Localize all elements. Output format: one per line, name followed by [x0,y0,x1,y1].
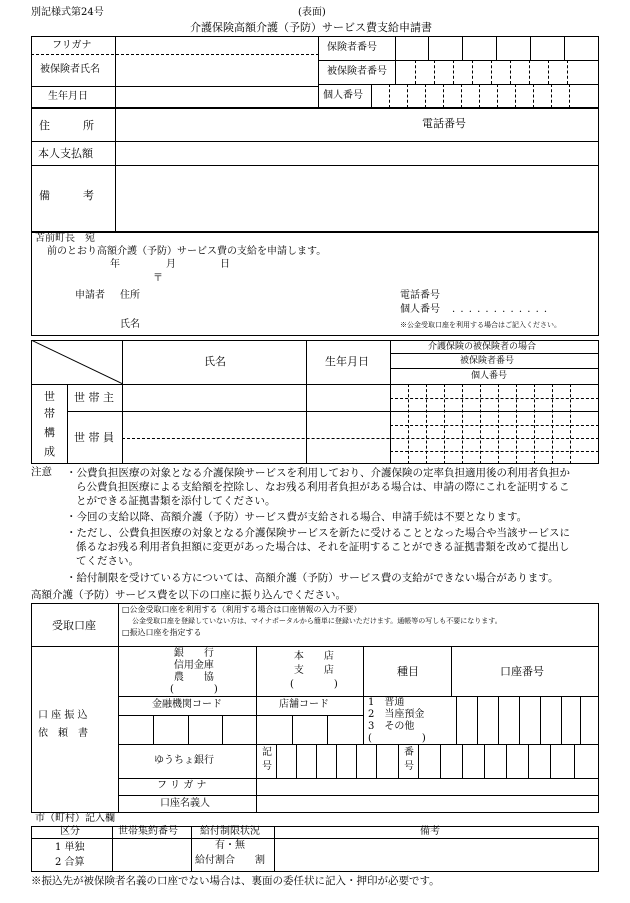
category-single: 1 単独 [55,842,85,853]
holder-furigana-label: フ リ ガ ナ [157,780,207,791]
self-payment-field[interactable] [116,142,598,164]
personal-number-dots: . . . . . . . . . . . . [452,304,549,315]
yucho-bank-label: ゆうちょ銀行 [154,755,214,766]
household-member-label: 世 帯 員 [74,431,114,444]
date-year: 年 [110,259,120,270]
note-item-3: ・ただし、公費負担医療の対象となる介護保険サービスを新たに受けることとなった場合や当該サービスに 係るなお残る利用者負担額に変更があった場合は、それを証明することができる証拠書類を改めて提出し てください。 [66,527,570,567]
date-day: 日 [220,259,230,270]
municipal-table [31,826,599,872]
remarks-label: 備 考 [39,189,94,202]
bango-label-2: 号 [404,761,414,772]
phone-label: 電話番号 [422,117,466,130]
account-holder-field[interactable] [257,796,598,812]
bank-code-label: 金融機関コード [152,699,222,710]
household-insured-number-header: 被保険者番号 [460,356,515,366]
insured-info-box [31,36,599,108]
account-holder-label: 口座名義人 [160,798,210,809]
footer-note: ※振込先が被保険者名義の口座でない場合は、裏面の委任状に記入・押印が必要です。 [31,875,440,887]
benefit-ratio: 給付割合 割 [195,855,265,866]
application-statement: 前のとおり高額介護（予防）サービス費の支給を申請します。 [47,246,327,257]
municipal-section-label: 市（町村）記入欄 [35,813,115,824]
transfer-intro: 高額介護（予防）サービス費を以下の口座に振り込んでください。 [31,589,346,601]
household-name-header: 氏名 [204,355,226,368]
kigo-label-1: 記 [262,747,272,758]
restriction-status: 有・無 [215,840,245,851]
household-personal-number-header: 個人番号 [471,371,508,381]
public-account-note: ※公金受取口座を利用する場合はご記入ください。 [400,321,561,329]
applicant-name-label: 氏名 [120,319,140,330]
note-item-2: ・今回の支給以降、高額介護（予防）サービス費が支給される場合、申請手続は不要となります。 [66,511,528,523]
household-number-header: 世帯集約番号 [118,826,178,837]
address-field[interactable] [116,109,406,140]
form-side-label: (表面) [298,7,326,18]
birthdate-label: 生年月日 [48,91,88,102]
remarks-field[interactable] [116,166,598,231]
self-payment-label: 本人支払額 [38,147,93,160]
household-birthdate-header: 生年月日 [325,355,369,368]
specify-account-option[interactable]: □振込口座を指定する [122,628,202,637]
insurer-number-label: 保険者番号 [327,42,377,53]
addressee: 苫前町長 宛 [35,233,95,244]
kigo-label-2: 号 [262,761,272,772]
postal-mark: 〒 [153,273,163,284]
insured-case-header: 介護保険の被保険者の場合 [428,342,537,352]
household-side-label-3: 構 [44,426,55,439]
household-head-label: 世 帯 主 [74,391,114,404]
receive-account-label: 受取口座 [52,619,96,632]
bango-label-1: 番 [404,747,414,758]
branch-code-label: 店舗コード [279,699,329,710]
insured-number-label: 被保険者番号 [327,66,387,77]
category-header: 区分 [60,826,80,837]
applicant-personal-number-label: 個人番号 [400,304,440,315]
address-label: 住 所 [39,119,94,132]
furigana-label: フリガナ [52,40,92,51]
account-type-header: 種目 [397,665,419,678]
applicant-address-label: 住所 [120,290,140,301]
insured-name-label: 被保険者氏名 [40,64,100,75]
household-side-label-1: 世 [44,390,55,403]
diagonal-header-cell [31,340,123,384]
municipal-remarks-header: 備考 [420,826,440,837]
applicant-phone-label: 電話番号 [400,290,440,301]
date-month: 月 [166,259,176,270]
account-number-header: 口座番号 [500,665,544,678]
public-account-option[interactable]: □公金受取口座を利用する（利用する場合は口座情報の入力不要） [122,605,362,614]
holder-furigana-field[interactable] [257,779,598,794]
form-number: 別記様式第24号 [31,7,104,18]
branch-type-lines: 本 店 支 店 ( ) [290,651,338,690]
bank-type-lines: 銀 行 信用金庫 農 協 ( ) [170,648,218,695]
household-side-label-2: 帯 [44,407,55,420]
household-side-label-4: 成 [44,445,55,458]
personal-number-label: 個人番号 [323,90,363,101]
restriction-header: 給付制限状況 [200,826,260,837]
note-item-1: ・公費負担医療の対象となる介護保険サービスを利用しており、介護保険の定率負担適用後の利用者負担か ら公費負担医療による支給額を控除し、なお残る利用者負担がある場合は、申請の際にこれを証明するこ とができる証拠書類を添付してください。 [66,467,570,507]
account-type-options[interactable]: 1 普通 2 当座預金 3 その他 ( ) [368,697,426,744]
transfer-request-label-2: 依 頼 書 [38,728,88,739]
transfer-request-label-1: 口 座 振 込 [38,710,88,721]
note-item-4: ・給付制限を受けている方については、高額介護（予防）サービス費の支給ができない場合があります。 [66,572,559,584]
applicant-label: 申請者 [75,290,105,301]
category-combined: 2 合算 [55,857,85,868]
notes-label: 注意 [31,466,52,478]
form-title: 介護保険高額介護（予防）サービス費支給申請書 [190,21,432,34]
public-account-option-note: 公金受取口座を登録していない方は、マイナポータルから簡単に登録いただけます。通帳等の写しも不要になります。 [132,617,502,625]
